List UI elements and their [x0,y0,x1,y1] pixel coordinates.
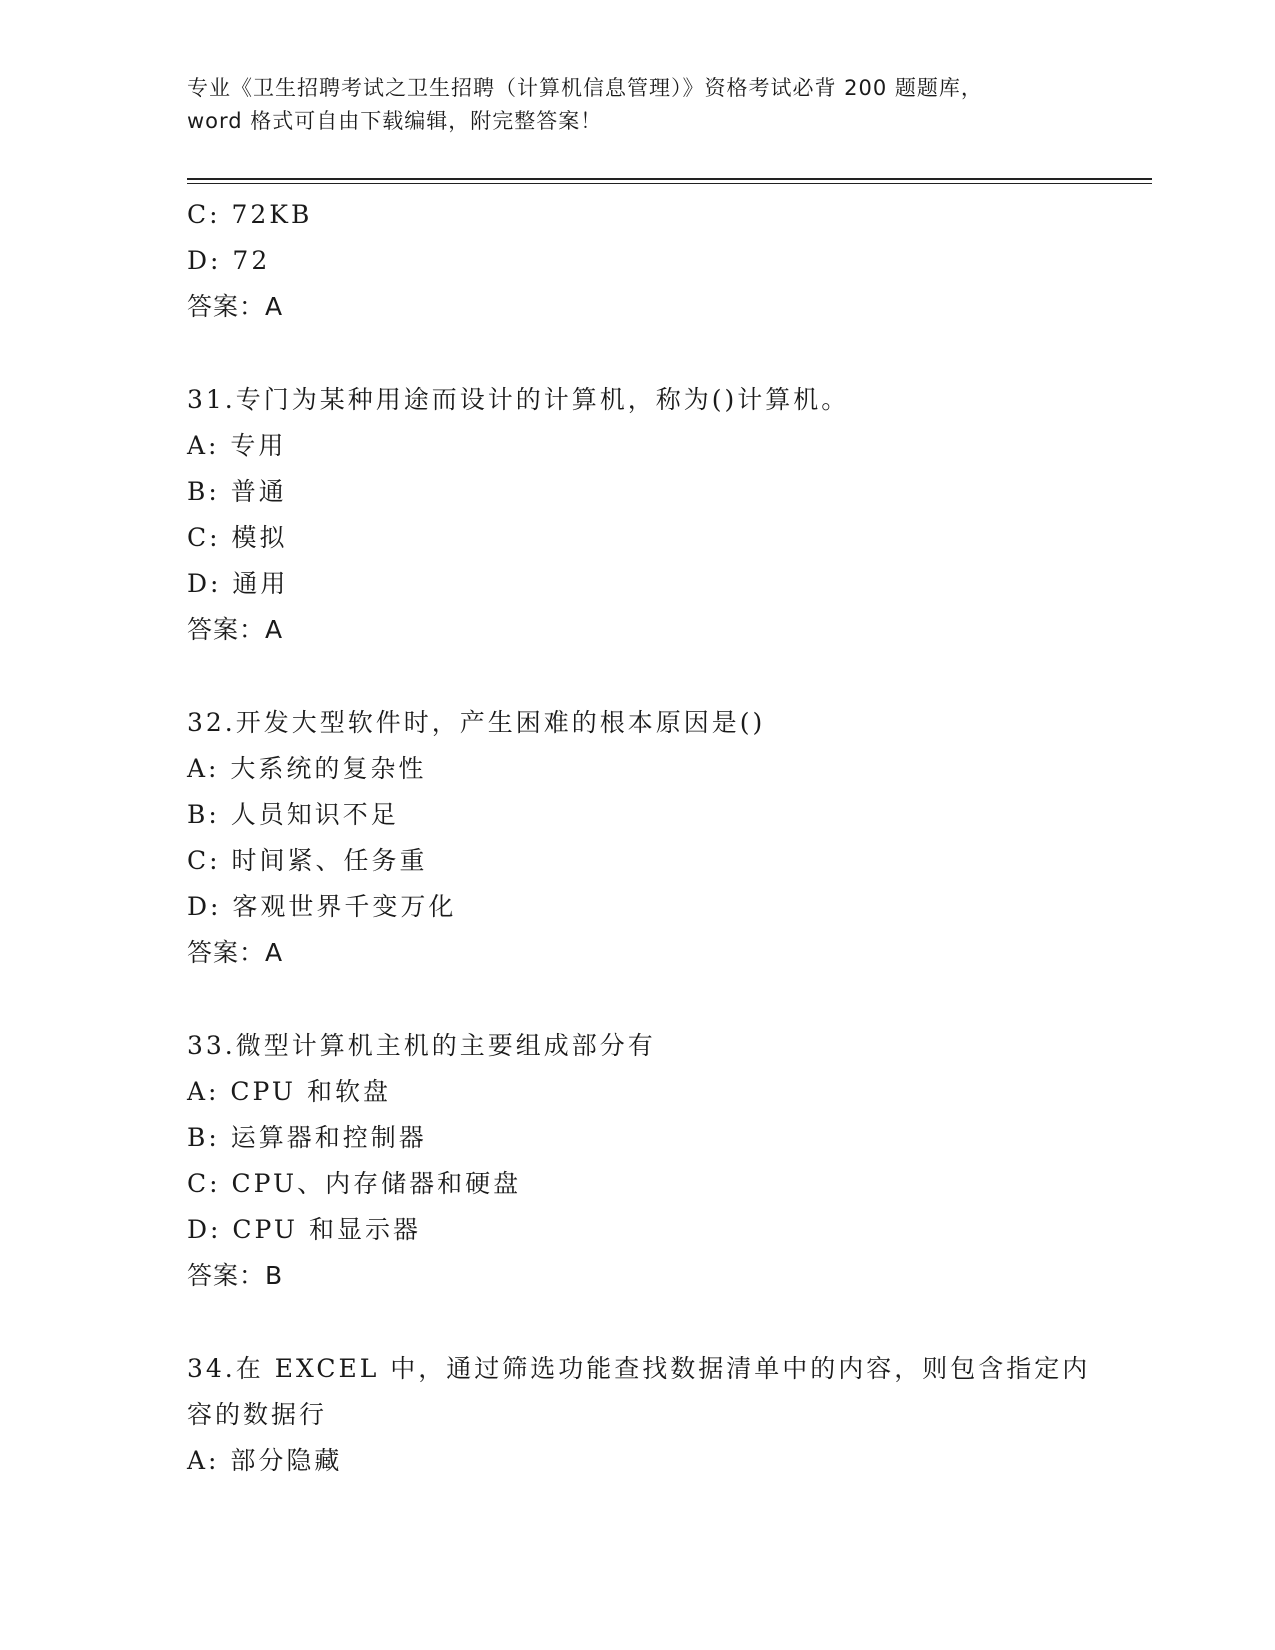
question-block-31 [187,377,1087,653]
header-rule-thin [187,183,1152,184]
option-c: C: 模拟 [187,523,288,552]
question-text: 33.微型计算机主机的主要组成部分有 [187,1031,656,1060]
option-c: C: 72KB [187,200,313,229]
option-d: D: 客观世界千变万化 [187,892,457,921]
option-d: D: CPU 和显示器 [187,1215,421,1244]
question-block-34 [187,1346,1091,1484]
answer-line: 答案：A [187,292,284,321]
option-c: C: 时间紧、任务重 [187,846,428,875]
question-block-33 [187,1023,1087,1299]
option-a: A: 大系统的复杂性 [187,754,427,783]
option-a: A: CPU 和软盘 [187,1077,391,1106]
option-d: D: 72 [187,246,271,275]
question-text: 32.开发大型软件时，产生困难的根本原因是() [187,708,766,737]
answer-line: 答案：A [187,615,284,644]
header-line-1: 专业《卫生招聘考试之卫生招聘（计算机信息管理）》资格考试必背 200 题题库， [187,76,983,100]
option-a: A: 部分隐藏 [187,1446,343,1475]
spacer [187,976,1087,1023]
question-block-carryover [187,192,1087,330]
option-d: D: 通用 [187,569,289,598]
question-text-line-2: 容的数据行 [187,1400,328,1429]
question-list [187,192,1091,1484]
header-rule-thick [187,178,1152,180]
option-b: B: 运算器和控制器 [187,1123,427,1152]
spacer [187,1299,1087,1346]
header-line-2: word 格式可自由下载编辑，附完整答案！ [187,109,603,133]
answer-line: 答案：B [187,1261,284,1290]
document-header [187,72,1087,138]
option-c: C: CPU、内存储器和硬盘 [187,1169,522,1198]
option-b: B: 人员知识不足 [187,800,399,829]
question-text: 31.专门为某种用途而设计的计算机，称为()计算机。 [187,385,850,414]
answer-line: 答案：A [187,938,284,967]
option-a: A: 专用 [187,431,287,460]
spacer [187,653,1087,700]
spacer [187,330,1087,377]
option-b: B: 普通 [187,477,287,506]
question-block-32 [187,700,1087,976]
question-text-line-1: 34.在 EXCEL 中，通过筛选功能查找数据清单中的内容，则包含指定内 [187,1354,1091,1383]
